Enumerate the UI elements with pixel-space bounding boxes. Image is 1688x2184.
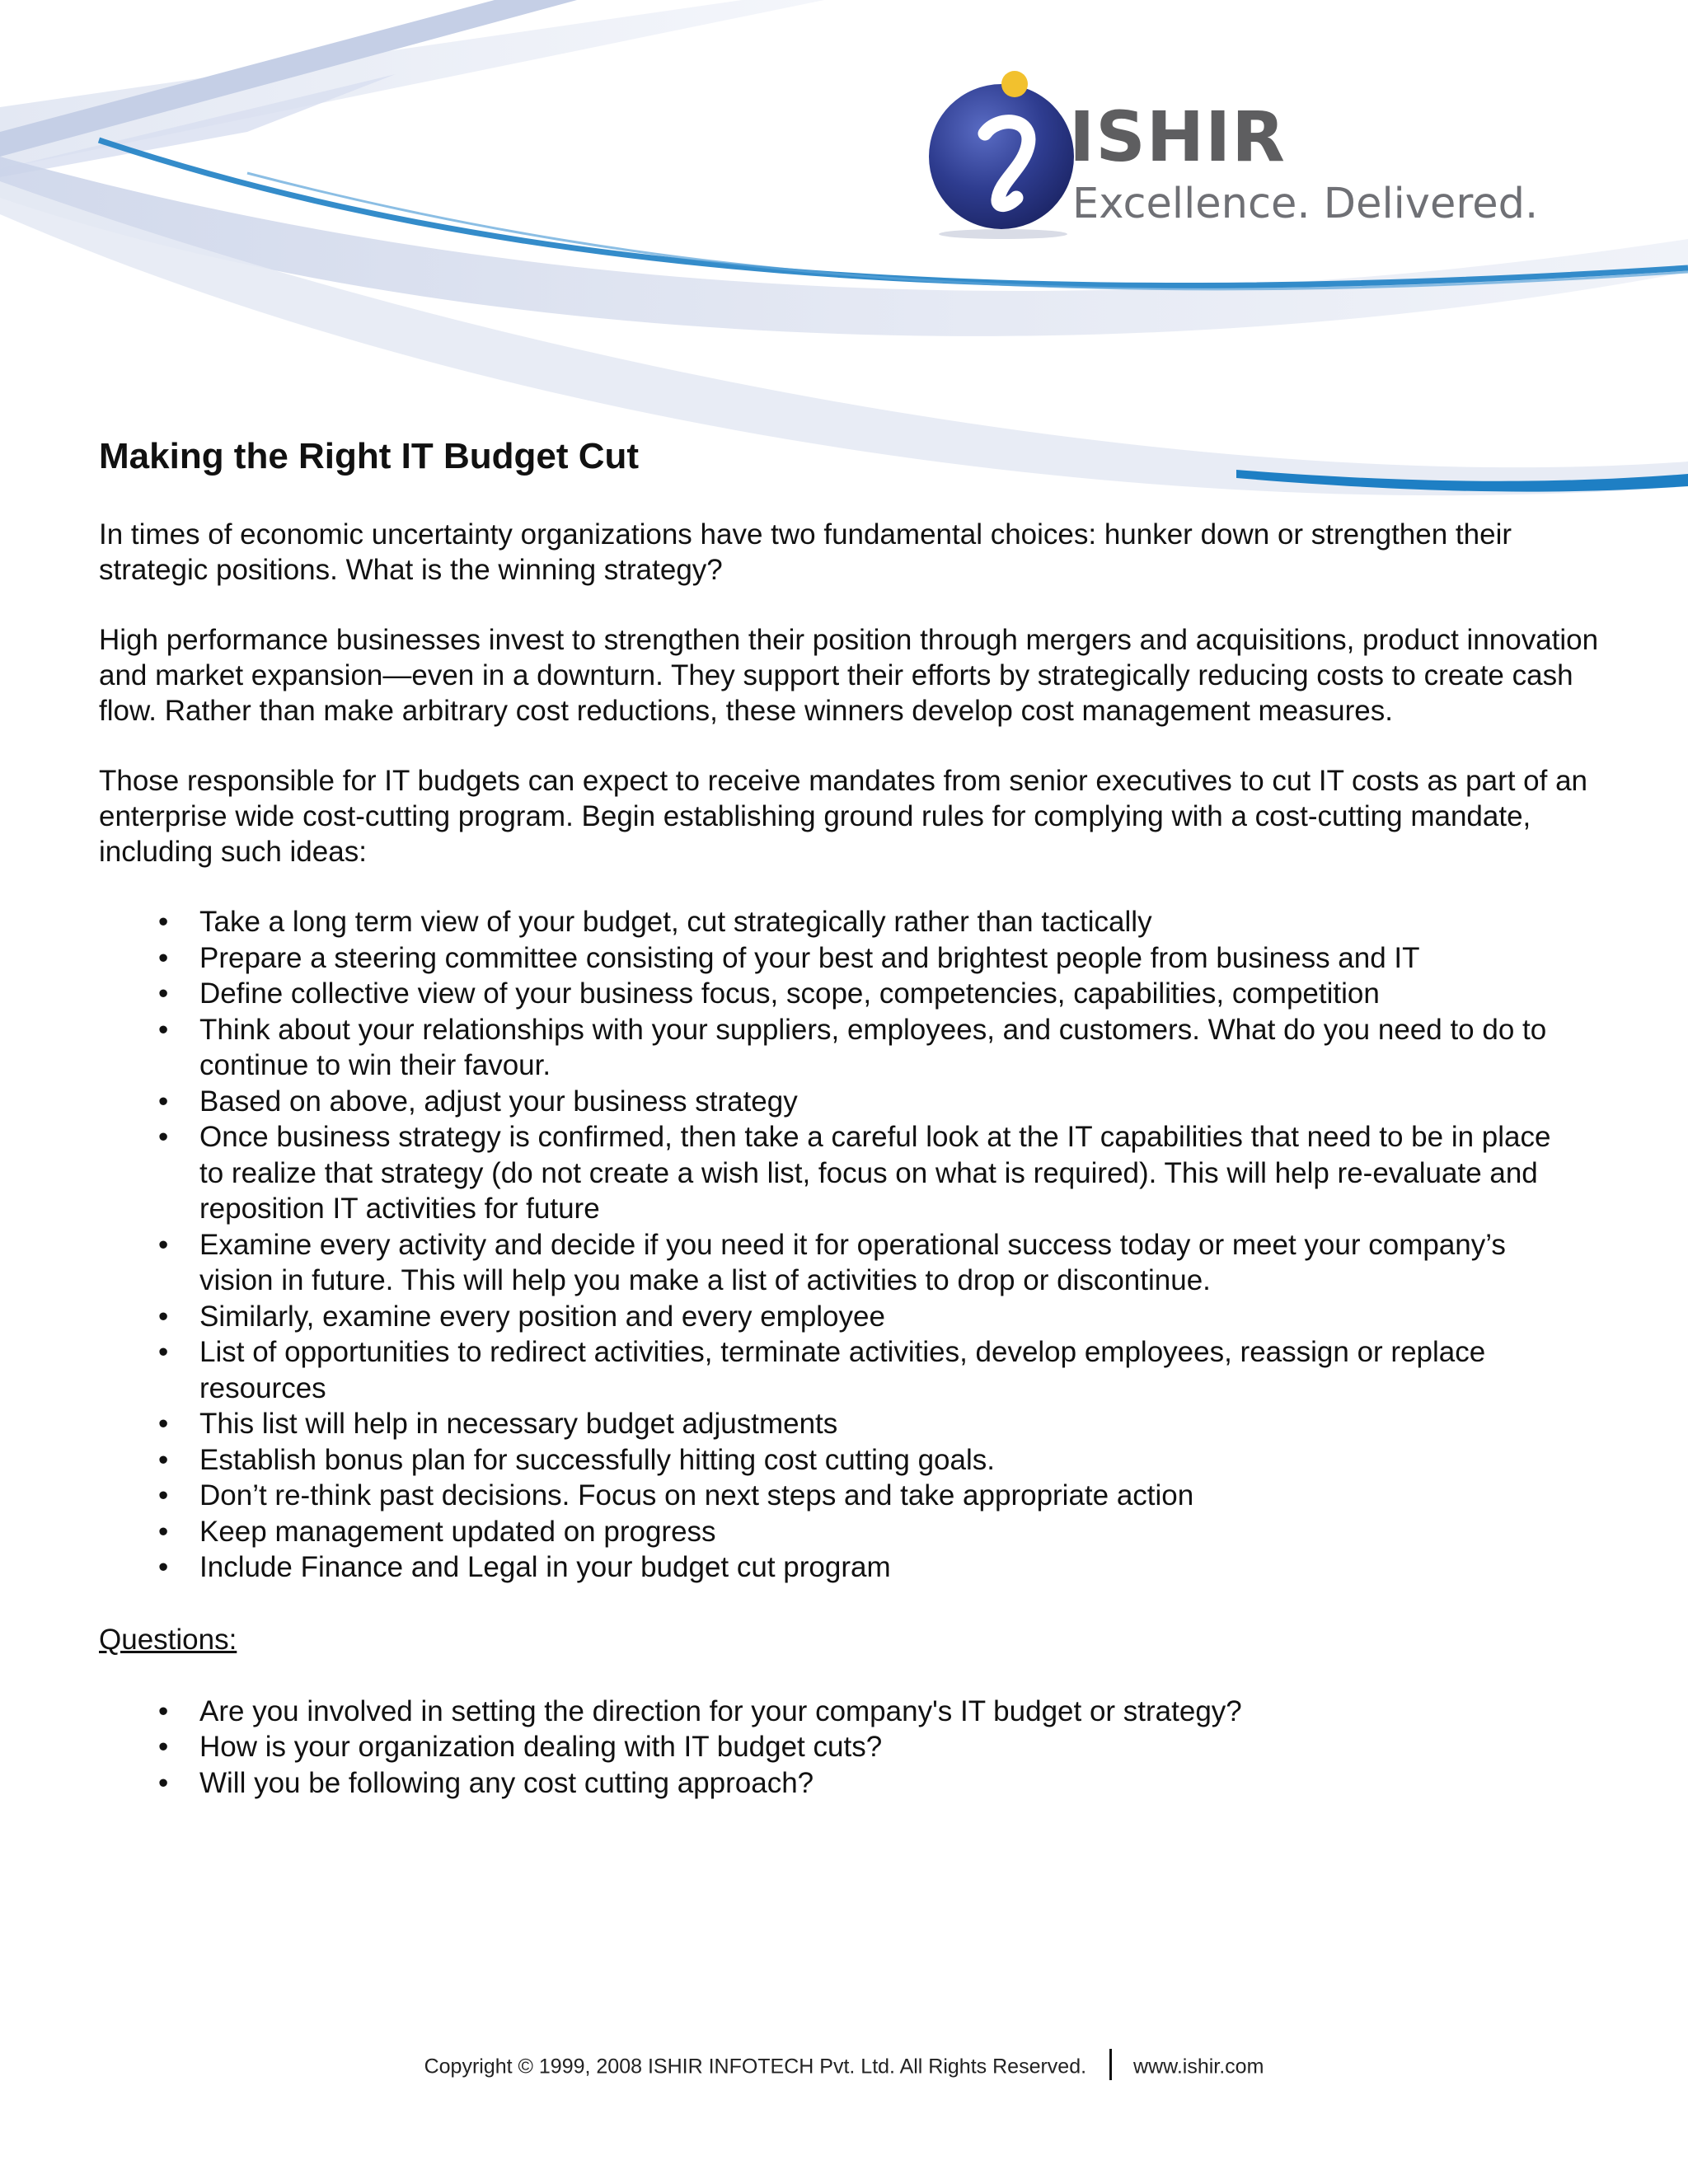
list-item-text: Based on above, adjust your business strategy [199,1085,798,1118]
list-item-text: Examine every activity and decide if you need it for operational success today or meet your company’s vision in future. This will help you make a list of activities to drop or discontinue. [199,1228,1506,1296]
bullet-icon: • [158,1694,169,1727]
guideline-list [99,904,1599,1586]
bullet-icon: • [158,1479,169,1511]
list-item [99,976,1599,1012]
list-item-text: Include Finance and Legal in your budget cut program [199,1551,891,1583]
question-text: How is your organization dealing with IT budget cuts? [199,1731,883,1763]
ishir-logo-icon [919,68,1084,241]
bullet-icon: • [158,1228,169,1261]
question-text: Will you be following any cost cutting approach? [199,1766,814,1799]
list-item-text: Don’t re-think past decisions. Focus on next steps and take appropriate action [199,1479,1194,1511]
question-item [99,1765,1599,1802]
list-item [99,1119,1599,1227]
list-item [99,1012,1599,1084]
list-item [99,1227,1599,1299]
list-item-text: Similarly, examine every position and every employee [199,1300,885,1333]
bullet-icon: • [158,1013,169,1046]
bullet-icon: • [158,1121,169,1153]
list-item-text: Establish bonus plan for successfully hitting cost cutting goals. [199,1443,995,1476]
bullet-icon: • [158,1766,169,1799]
list-item [99,904,1599,940]
document-body [99,433,1599,1837]
list-item-text: Think about your relationships with your suppliers, employees, and customers. What do you need to do to continue to win their favour. [199,1013,1547,1081]
logo-tagline: Excellence. Delivered. [1072,180,1539,228]
list-item [99,1478,1599,1514]
paragraph: In times of economic uncertainty organizations have two fundamental choices: hunker down or strengthen their strategic positions. What is the winning strategy? [99,518,1512,586]
list-item-text: Prepare a steering committee consisting of your best and brightest people from business and IT [199,941,1420,974]
question-item [99,1694,1599,1730]
list-item [99,1334,1599,1406]
paragraph: High performance businesses invest to strengthen their position through mergers and acquisitions, product innovation and market expansion—even in a downturn. They support their efforts by strategically reducing costs to create cash flow. Rather than make arbitrary cost reductions, these winners develop cost management measures. [99,624,1599,727]
bullet-icon: • [158,1731,169,1763]
copyright-text: Copyright © 1999, 2008 ISHIR INFOTECH Pvt. Ltd. All Rights Reserved. [424,2055,1087,2079]
questions-list [99,1694,1599,1802]
bullet-icon: • [158,941,169,974]
list-item-text: Take a long term view of your budget, cut strategically rather than tactically [199,906,1152,938]
question-item [99,1729,1599,1765]
list-item [99,1084,1599,1120]
list-item [99,1442,1599,1479]
question-text: Are you involved in setting the direction for your company's IT budget or strategy? [199,1694,1242,1727]
bullet-icon: • [158,1336,169,1368]
bullet-icon: • [158,977,169,1010]
paragraph: Those responsible for IT budgets can expect to receive mandates from senior executives to cut IT costs as part of an enterprise wide cost-cutting program. Begin establishing ground rules for complying with a cost-cutting mandate, including such ideas: [99,765,1588,868]
bullet-icon: • [158,1443,169,1476]
logo-wordmark: ISHIR [1069,96,1286,177]
bullet-icon: • [158,906,169,938]
list-item-text: Keep management updated on progress [199,1515,716,1548]
footer-divider [1109,2049,1112,2080]
bullet-icon: • [158,1300,169,1333]
page-title: Making the Right IT Budget Cut [99,436,640,476]
list-item [99,1299,1599,1335]
bullet-icon: • [158,1551,169,1583]
page-footer [0,2052,1688,2083]
list-item [99,1406,1599,1442]
list-item-text: This list will help in necessary budget adjustments [199,1408,838,1440]
list-item-text: List of opportunities to redirect activities, terminate activities, develop employees, reassign or replace resources [199,1336,1486,1404]
list-item-text: Once business strategy is confirmed, then take a careful look at the IT capabilities that need to be in place to realize that strategy (do not create a wish list, focus on what is required). This will help re-evaluate and reposition IT activities for future [199,1121,1551,1225]
list-item-text: Define collective view of your business focus, scope, competencies, capabilities, competition [199,977,1380,1010]
list-item [99,1514,1599,1550]
bullet-icon: • [158,1515,169,1548]
list-item [99,940,1599,977]
bullet-icon: • [158,1408,169,1440]
bullet-icon: • [158,1085,169,1118]
list-item [99,1549,1599,1586]
questions-heading: Questions: [99,1623,237,1656]
company-logo [919,68,1595,241]
website-link[interactable]: www.ishir.com [1133,2055,1264,2079]
